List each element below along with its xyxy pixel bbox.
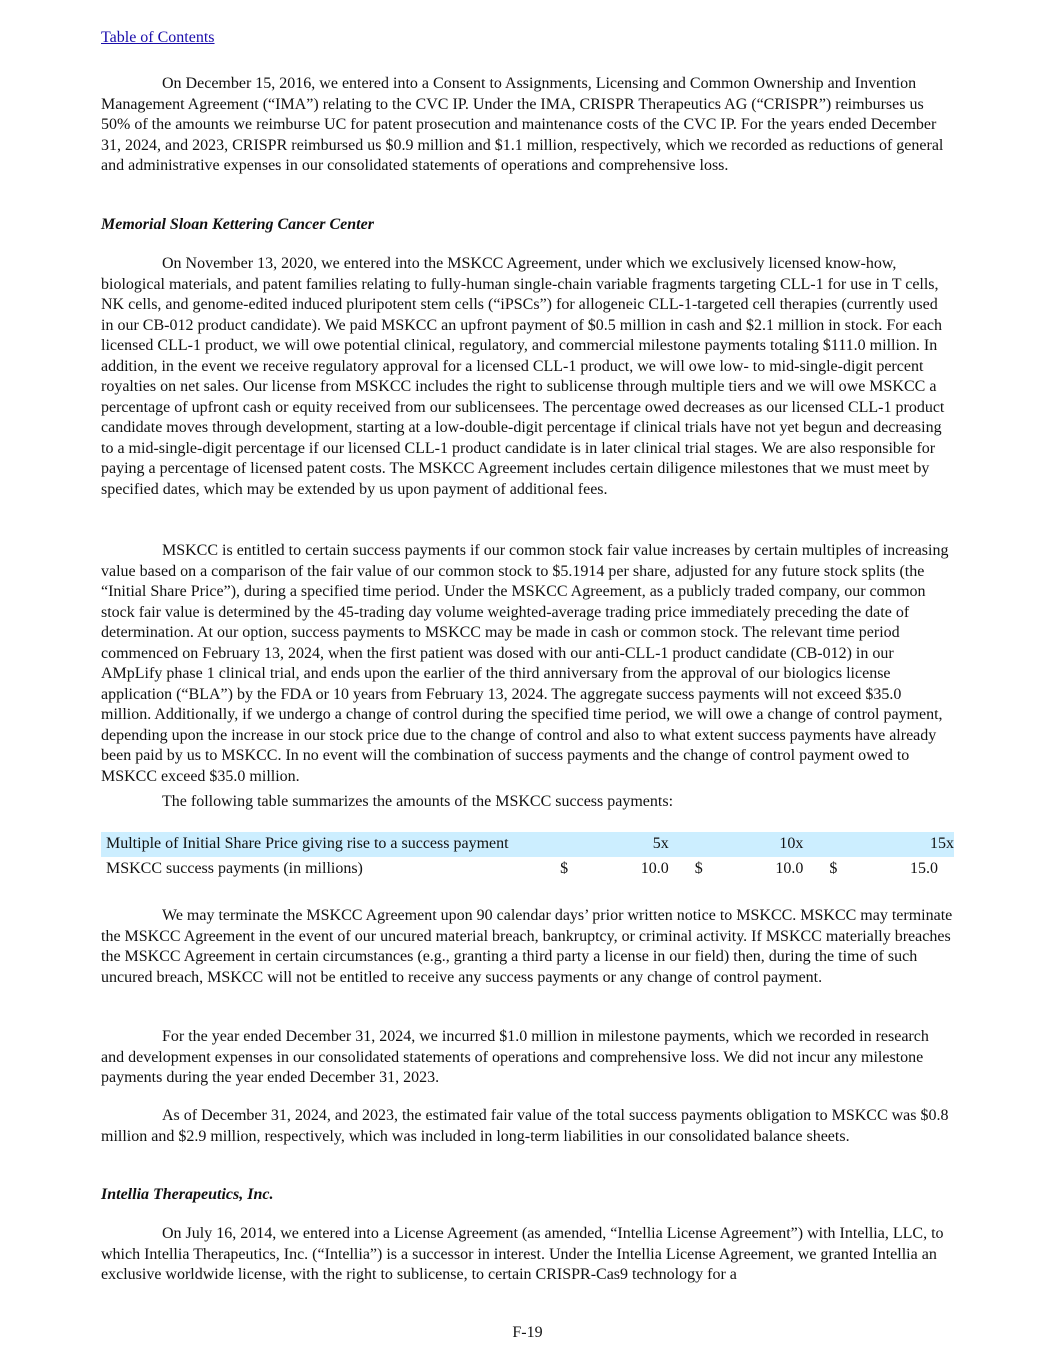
multiple-15x: 15x bbox=[848, 832, 954, 857]
paragraph-intellia bbox=[101, 1224, 954, 1286]
section-heading-mskcc bbox=[101, 215, 954, 236]
paragraph-text: On July 16, 2014, we entered into a License Agreement (as amended, “Intellia License Agreement”) with Intellia, LLC, to which Intellia Therapeutics, Inc. (“Intellia”) is a successor in interest. Under the Intellia License Agreement, we granted Intellia an exclusive worldwide license, with the right to sublicense, to certain CRISPR-Cas9 technology for a bbox=[101, 1225, 944, 1283]
payment-15x: 15.0 bbox=[910, 860, 938, 878]
paragraph-ima bbox=[101, 74, 954, 177]
paragraph-text: MSKCC is entitled to certain success payments if our common stock fair value increases by certain multiples of increasing value based on a comparison of the fair value of our common stock to $5.1914 per share, adjusted for any future stock splits (the “Initial Share Price”), during a specified time period. Under the MSKCC Agreement, as a publicly traded company, our common stock fair value is determined by the 45-trading day volume weighted-average trading price immediately preceding the date of determination. At our option, success payments to MSKCC may be made in cash or common stock. The relevant time period commenced on February 13, 2024, when the first patient was dosed with our anti-CLL-1 product candidate (CB-012) in our AMpLify phase 1 clinical trial, and ends upon the earlier of the third anniversary from the approval of our biologics license application (“BLA”) by the FDA or 10 years from February 13, 2024. The aggregate success payments will not exceed $35.0 million. Additionally, if we undergo a change of control during the specified time period, we will owe a change of control payment, depending upon the increase in our stock price due to the change of control and also to what extent success payments have already been paid by us to MSKCC. In no event will the combination of success payments and the change of control payment owed to MSKCC exceed $35.0 million. bbox=[101, 542, 949, 785]
table-row bbox=[101, 857, 954, 882]
paragraph-fair-value bbox=[101, 1106, 954, 1147]
header-spacer bbox=[560, 832, 579, 857]
paragraph-text: On November 13, 2020, we entered into the MSKCC Agreement, under which we exclusively licensed know-how, biological materials, and patent families relating to fully-human single-chain variable fragments targeting CLL-1 for use in T cells, NK cells, and genome-edited induced pluripotent stem cells (“iPSCs”) for allogeneic CLL-1-targeted cell therapies (currently used in our CB-012 product candidate). We paid MSKCC an upfront payment of $0.5 million in cash and $2.1 million in stock. For each licensed CLL-1 product, we will owe potential clinical, regulatory, and commercial milestone payments totaling $111.0 million. In addition, in the event we receive regulatory approval for a licensed CLL-1 product, we will owe low- to mid-single-digit percent royalties on net sales. Our license from MSKCC includes the right to sublicense through multiple tiers and we will owe MSKCC a percentage of upfront cash or equity received from our sublicensees. The percentage owed decreases as our licensed CLL-1 product candidate moves through development, starting at a low-double-digit percentage if clinical trials have not yet begun and decreasing to a mid-single-digit percentage if our licensed CLL-1 product candidate is in later clinical trial stages. We are also responsible for paying a percentage of licensed patent costs. The MSKCC Agreement includes certain diligence milestones that we must meet by specified dates, which may be extended by us upon payment of additional fees. bbox=[101, 255, 945, 498]
paragraph-text: For the year ended December 31, 2024, we incurred $1.0 million in milestone payments, which we recorded in research and development expenses in our consolidated statements of operations and comprehensive loss. We did not incur any milestone payments during the year ended December 31, 2023. bbox=[101, 1028, 929, 1086]
paragraph-mskcc-agreement bbox=[101, 254, 954, 500]
paragraph-milestones bbox=[101, 1027, 954, 1089]
heading-text: Memorial Sloan Kettering Cancer Center bbox=[101, 216, 374, 233]
section-heading-intellia bbox=[101, 1185, 954, 1206]
header-spacer bbox=[803, 832, 848, 857]
paragraph-success-payments bbox=[101, 541, 954, 787]
multiple-5x: 5x bbox=[579, 832, 669, 857]
paragraph-text: As of December 31, 2024, and 2023, the estimated fair value of the total success payments obligation to MSKCC was $0.8 million and $2.9 million, respectively, which was included in long-term liabilities in our consolidated balance sheets. bbox=[101, 1107, 949, 1145]
payment-5x: 10.0 bbox=[640, 860, 669, 878]
paragraph-text: We may terminate the MSKCC Agreement upon 90 calendar days’ prior written notice to MSKCC. MSKCC may terminate the MSKCC Agreement in the event of our uncured material breach, bankruptcy, or criminal activity. If MSKCC materially breaches the MSKCC Agreement in certain circumstances (e.g., granting a third party a license in our field) then, during the time of such uncured breach, MSKCC will not be entitled to receive any success payments or any change of control payment. bbox=[101, 907, 953, 986]
header-spacer bbox=[669, 832, 714, 857]
page-number: F-19 bbox=[512, 1324, 543, 1341]
success-payments-table bbox=[101, 832, 954, 882]
row-label: MSKCC success payments (in millions) bbox=[106, 860, 363, 878]
paragraph-termination bbox=[101, 906, 954, 988]
table-header-row bbox=[101, 832, 954, 857]
multiple-10x: 10x bbox=[713, 832, 803, 857]
currency-symbol: $ bbox=[694, 860, 703, 878]
paragraph-text: On December 15, 2016, we entered into a Consent to Assignments, Licensing and Common Ownership and Invention Management Agreement (“IMA”) relating to the CVC IP. Under the IMA, CRISPR Therapeutics AG (“CRISPR”) reimburses us 50% of the amounts we reimburse UC for patent prosecution and maintenance costs of the CVC IP. For the years ended December 31, 2024, and 2023, CRISPR reimbursed us $0.9 million and $1.1 million, respectively, which we recorded as reductions of general and administrative expenses in our consolidated statements of operations and comprehensive loss. bbox=[101, 75, 944, 174]
heading-text: Intellia Therapeutics, Inc. bbox=[101, 1186, 274, 1203]
currency-symbol: $ bbox=[560, 860, 569, 878]
currency-symbol: $ bbox=[829, 860, 838, 878]
paragraph-text: The following table summarizes the amounts of the MSKCC success payments: bbox=[162, 793, 674, 810]
payment-10x: 10.0 bbox=[775, 860, 804, 878]
paragraph-table-intro bbox=[101, 792, 954, 813]
table-of-contents-link[interactable]: Table of Contents bbox=[101, 29, 215, 46]
header-label: Multiple of Initial Share Price giving rise to a success payment bbox=[101, 832, 560, 857]
